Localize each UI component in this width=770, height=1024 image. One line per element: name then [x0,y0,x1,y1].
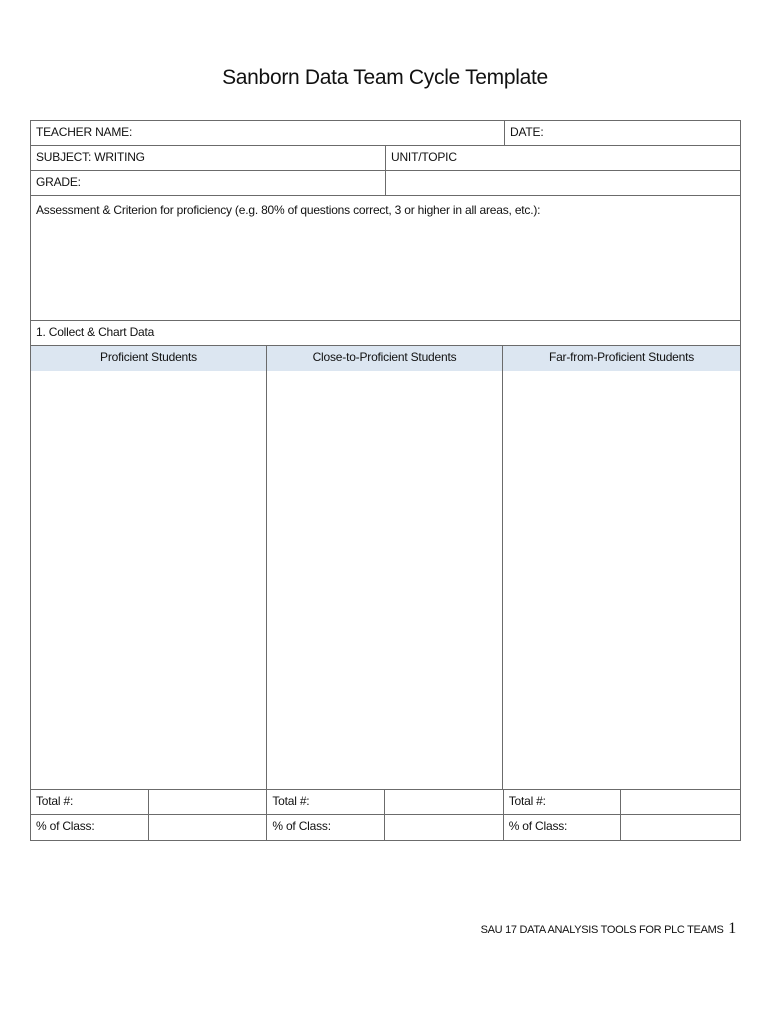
close-percent-field[interactable] [385,815,504,840]
proficient-total-label: Total #: [31,790,149,815]
document-title: Sanborn Data Team Cycle Template [222,66,548,89]
proficient-percent-label: % of Class: [31,815,149,840]
far-percent-label: % of Class: [504,815,622,840]
data-team-form [30,120,741,841]
grade-field[interactable] [31,171,386,196]
far-from-proficient-header: Far-from-Proficient Students [503,346,740,371]
grade-blank-cell[interactable] [386,171,740,196]
assessment-label: Assessment & Criterion for proficiency (e.g. 80% of questions correct, 3 or higher in all areas, etc.): [36,203,541,217]
subject-label: SUBJECT: WRITING [36,150,145,164]
close-total-field[interactable] [385,790,504,815]
far-total-label: Total #: [504,790,622,815]
proficient-students-area[interactable] [31,371,267,789]
teacher-name-field[interactable] [31,121,505,146]
section-1-row [31,321,740,346]
assessment-field[interactable] [31,196,740,320]
far-percent-field[interactable] [621,815,740,840]
unit-topic-field[interactable] [386,146,740,171]
assessment-row [31,196,740,321]
student-list-row [31,371,740,790]
page-number: 1 [728,920,736,937]
close-total-label: Total #: [267,790,385,815]
close-percent-label: % of Class: [267,815,385,840]
footer [481,920,736,938]
percent-row [31,815,740,840]
total-row [31,790,740,815]
proficient-total-field[interactable] [149,790,268,815]
grade-label: GRADE: [36,175,81,189]
proficient-percent-field[interactable] [149,815,268,840]
close-to-proficient-students-area[interactable] [267,371,503,789]
date-field[interactable] [505,121,740,146]
unit-topic-label: UNIT/TOPIC [391,150,457,164]
proficient-header: Proficient Students [31,346,267,371]
far-from-proficient-students-area[interactable] [503,371,740,789]
column-header-row [31,346,740,371]
date-label: DATE: [510,125,544,139]
teacher-name-label: TEACHER NAME: [36,125,133,139]
far-total-field[interactable] [621,790,740,815]
footer-text: SAU 17 DATA ANALYSIS TOOLS FOR PLC TEAMS [480,924,724,936]
section-1-heading: 1. Collect & Chart Data [36,325,155,339]
subject-field[interactable] [31,146,386,171]
teacher-row [31,121,740,146]
subject-row [31,146,740,171]
grade-row [31,171,740,196]
close-to-proficient-header: Close-to-Proficient Students [267,346,503,371]
